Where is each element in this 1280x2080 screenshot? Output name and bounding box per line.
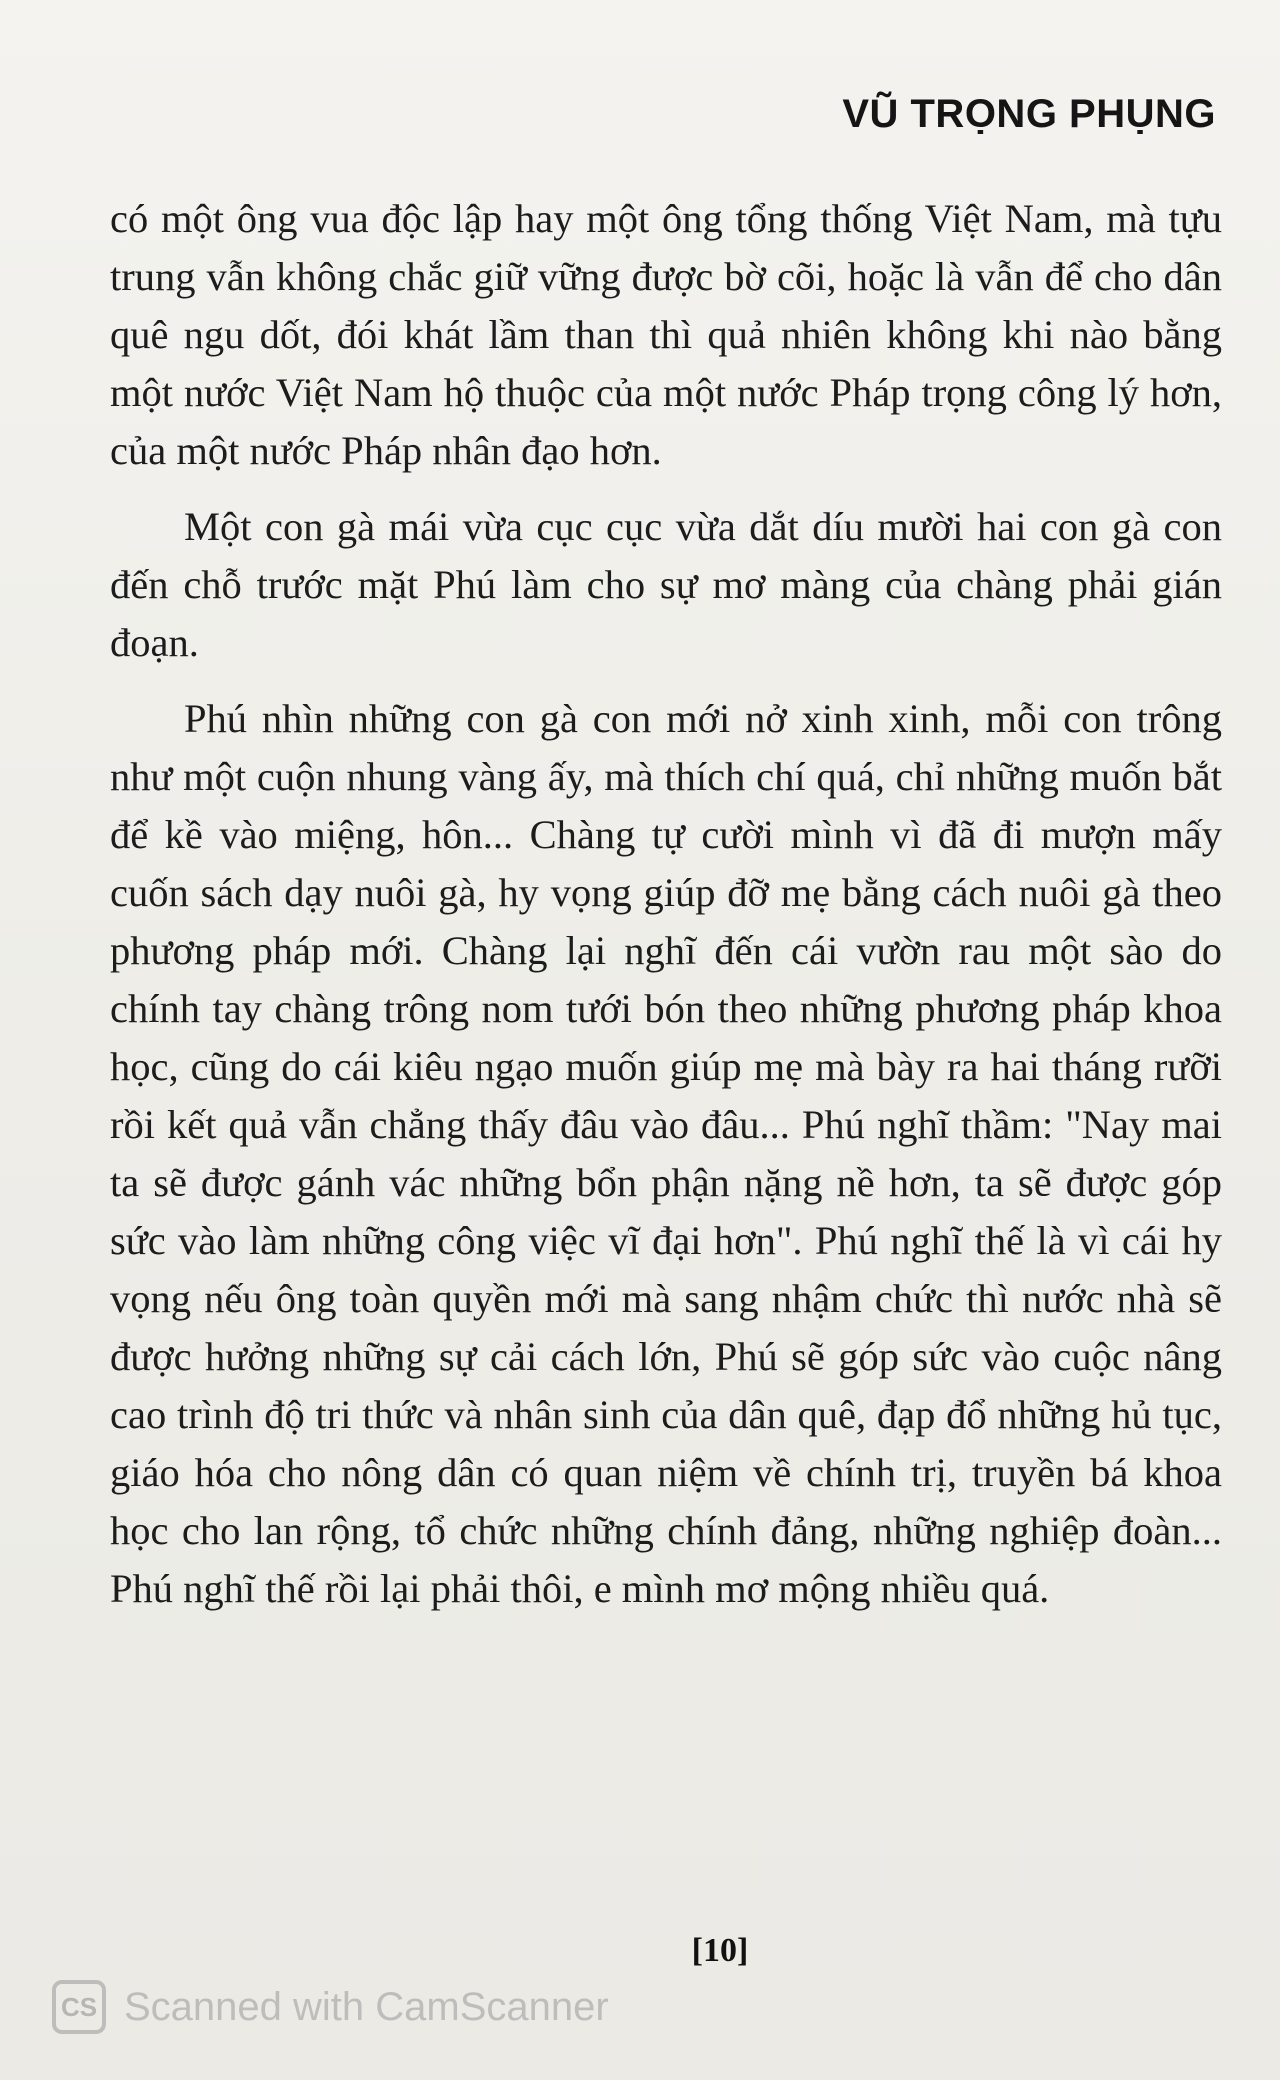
paragraph-continuation: có một ông vua độc lập hay một ông tổng thống Việt Nam, mà tựu trung vẫn không chắc giữ vững được bờ cõi, hoặc là vẫn để cho dân quê ngu dốt, đói khát lầm than thì quả nhiên không khi nào bằng một nước Việt Nam hộ thuộc của một nước Pháp trọng công lý hơn, của một nước Pháp nhân đạo hơn. xyxy=(110,196,1222,473)
running-header-author: VŨ TRỌNG PHỤNG xyxy=(842,92,1216,136)
page-number: [10] xyxy=(691,1932,749,1969)
paragraph: Một con gà mái vừa cục cục vừa dắt díu mười hai con gà con đến chỗ trước mặt Phú làm cho sự mơ màng của chàng phải gián đoạn. xyxy=(110,504,1222,665)
paragraph: Phú nhìn những con gà con mới nở xinh xinh, mỗi con trông như một cuộn nhung vàng ấy, mà thích chí quá, chỉ những muốn bắt để kề vào miệng, hôn... Chàng tự cười mình vì đã đi mượn mấy cuốn sách dạy nuôi gà, hy vọng giúp đỡ mẹ bằng cách nuôi gà theo phương pháp mới. Chàng lại nghĩ đến cái vườn rau một sào do chính tay chàng trông nom tưới bón theo những phương pháp khoa học, cũng do cái kiêu ngạo muốn giúp mẹ mà bày ra hai tháng rưỡi rồi kết quả vẫn chẳng thấy đâu vào đâu... Phú nghĩ thầm: "Nay mai ta sẽ được gánh vác những bổn phận nặng nề hơn, ta sẽ được góp sức vào làm những công việc vĩ đại hơn". Phú nghĩ thế là vì cái hy vọng nếu ông toàn quyền mới mà sang nhậm chức thì nước nhà sẽ được hưởng những sự cải cách lớn, Phú sẽ góp sức vào cuộc nâng cao trình độ tri thức và nhân sinh của dân quê, đạp đổ những hủ tục, giáo hóa cho nông dân có quan niệm về chính trị, truyền bá khoa học cho lan rộng, tổ chức những chính đảng, những nghiệp đoàn... Phú nghĩ thế rồi lại phải thôi, e mình mơ mộng nhiều quá. xyxy=(110,696,1222,1611)
body-text xyxy=(110,190,1222,1636)
camscanner-watermark xyxy=(52,1980,609,2034)
watermark-text: Scanned with CamScanner xyxy=(124,1984,609,2029)
camscanner-logo-icon: CS xyxy=(52,1980,106,2034)
